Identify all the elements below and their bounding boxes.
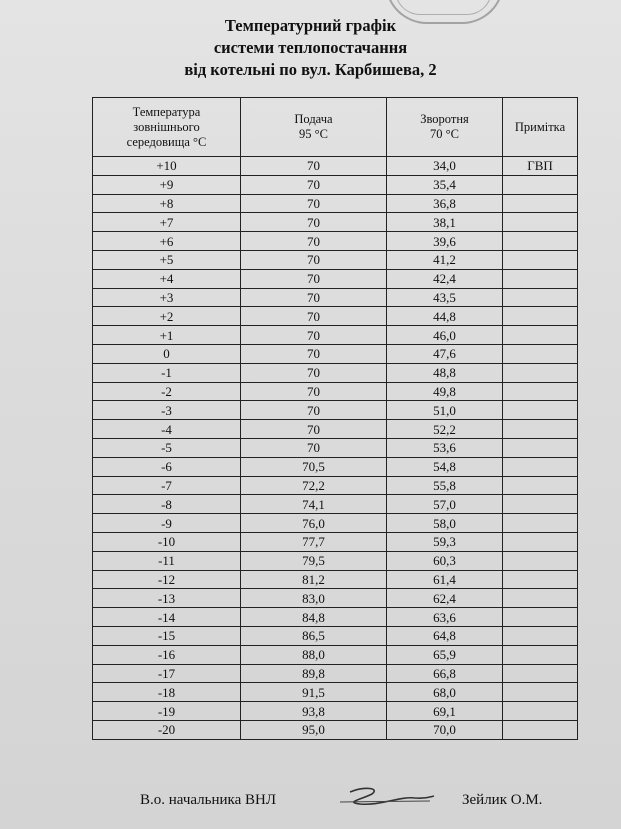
table-row bbox=[93, 626, 578, 645]
cell-outdoor-temperature: -4 bbox=[93, 420, 241, 439]
cell-outdoor-temperature: -16 bbox=[93, 645, 241, 664]
cell-outdoor-temperature: -20 bbox=[93, 720, 241, 739]
cell-supply: 74,1 bbox=[241, 495, 387, 514]
table-row bbox=[93, 476, 578, 495]
table-row bbox=[93, 532, 578, 551]
table-row bbox=[93, 194, 578, 213]
cell-return: 49,8 bbox=[387, 382, 503, 401]
title-line-2: системи теплопостачання bbox=[213, 38, 408, 57]
cell-outdoor-temperature: -14 bbox=[93, 608, 241, 627]
cell-supply: 70 bbox=[241, 344, 387, 363]
cell-note bbox=[503, 514, 578, 533]
header-outdoor-line-3: середовища °С bbox=[126, 134, 207, 149]
cell-supply: 70 bbox=[241, 382, 387, 401]
cell-note bbox=[503, 269, 578, 288]
cell-outdoor-temperature: -2 bbox=[93, 382, 241, 401]
cell-outdoor-temperature: -3 bbox=[93, 401, 241, 420]
cell-supply: 70 bbox=[241, 288, 387, 307]
table-row bbox=[93, 608, 578, 627]
cell-supply: 93,8 bbox=[241, 702, 387, 721]
cell-note bbox=[503, 175, 578, 194]
cell-supply: 77,7 bbox=[241, 532, 387, 551]
header-return-line-2: 70 °С bbox=[430, 127, 459, 141]
cell-outdoor-temperature: -19 bbox=[93, 702, 241, 721]
cell-return: 48,8 bbox=[387, 363, 503, 382]
table-row bbox=[93, 589, 578, 608]
cell-return: 60,3 bbox=[387, 551, 503, 570]
cell-return: 44,8 bbox=[387, 307, 503, 326]
table-row bbox=[93, 288, 578, 307]
cell-return: 38,1 bbox=[387, 213, 503, 232]
footer-name: Зейлик О.М. bbox=[462, 792, 543, 808]
cell-note bbox=[503, 326, 578, 345]
cell-supply: 70 bbox=[241, 307, 387, 326]
cell-outdoor-temperature: -17 bbox=[93, 664, 241, 683]
cell-note bbox=[503, 363, 578, 382]
table-row bbox=[93, 326, 578, 345]
table-row bbox=[93, 702, 578, 721]
cell-supply: 70 bbox=[241, 194, 387, 213]
cell-note bbox=[503, 608, 578, 627]
cell-note bbox=[503, 683, 578, 702]
header-outdoor-line-1: Температура bbox=[132, 104, 201, 119]
table-row bbox=[93, 645, 578, 664]
header-note-label: Примітка bbox=[514, 119, 566, 134]
cell-return: 62,4 bbox=[387, 589, 503, 608]
cell-return: 68,0 bbox=[387, 683, 503, 702]
cell-return: 52,2 bbox=[387, 420, 503, 439]
cell-note bbox=[503, 532, 578, 551]
cell-outdoor-temperature: -5 bbox=[93, 438, 241, 457]
cell-supply: 72,2 bbox=[241, 476, 387, 495]
cell-outdoor-temperature: +1 bbox=[93, 326, 241, 345]
cell-supply: 79,5 bbox=[241, 551, 387, 570]
cell-supply: 84,8 bbox=[241, 608, 387, 627]
table-row bbox=[93, 363, 578, 382]
table-row bbox=[93, 551, 578, 570]
cell-note bbox=[503, 288, 578, 307]
cell-return: 63,6 bbox=[387, 608, 503, 627]
cell-note bbox=[503, 495, 578, 514]
cell-return: 34,0 bbox=[387, 157, 503, 176]
cell-supply: 95,0 bbox=[241, 720, 387, 739]
title-line-3: від котельні по вул. Карбишева, 2 bbox=[184, 60, 437, 79]
cell-return: 35,4 bbox=[387, 175, 503, 194]
table-row bbox=[93, 683, 578, 702]
cell-outdoor-temperature: +3 bbox=[93, 288, 241, 307]
header-supply-line-1: Подача bbox=[294, 112, 333, 126]
table-row bbox=[93, 420, 578, 439]
cell-outdoor-temperature: -9 bbox=[93, 514, 241, 533]
header-note bbox=[503, 98, 578, 157]
cell-supply: 70 bbox=[241, 326, 387, 345]
cell-outdoor-temperature: +9 bbox=[93, 175, 241, 194]
cell-supply: 70 bbox=[241, 157, 387, 176]
table-row bbox=[93, 175, 578, 194]
cell-outdoor-temperature: -13 bbox=[93, 589, 241, 608]
cell-outdoor-temperature: -10 bbox=[93, 532, 241, 551]
cell-return: 46,0 bbox=[387, 326, 503, 345]
cell-return: 66,8 bbox=[387, 664, 503, 683]
cell-supply: 86,5 bbox=[241, 626, 387, 645]
cell-supply: 83,0 bbox=[241, 589, 387, 608]
table-row bbox=[93, 495, 578, 514]
cell-note bbox=[503, 570, 578, 589]
cell-return: 61,4 bbox=[387, 570, 503, 589]
cell-supply: 70 bbox=[241, 420, 387, 439]
cell-note bbox=[503, 438, 578, 457]
cell-return: 65,9 bbox=[387, 645, 503, 664]
cell-supply: 70 bbox=[241, 401, 387, 420]
cell-note bbox=[503, 420, 578, 439]
cell-outdoor-temperature: +6 bbox=[93, 232, 241, 251]
cell-outdoor-temperature: -15 bbox=[93, 626, 241, 645]
table-row bbox=[93, 438, 578, 457]
cell-outdoor-temperature: -6 bbox=[93, 457, 241, 476]
cell-supply: 91,5 bbox=[241, 683, 387, 702]
header-return-line-1: Зворотня bbox=[420, 112, 469, 126]
header-supply bbox=[241, 98, 387, 157]
cell-note bbox=[503, 457, 578, 476]
cell-outdoor-temperature: +8 bbox=[93, 194, 241, 213]
cell-supply: 70 bbox=[241, 363, 387, 382]
footer-position: В.о. начальника ВНЛ bbox=[140, 792, 277, 808]
cell-supply: 70,5 bbox=[241, 457, 387, 476]
cell-supply: 70 bbox=[241, 175, 387, 194]
cell-note bbox=[503, 551, 578, 570]
temperature-schedule-table bbox=[92, 97, 578, 740]
table-row bbox=[93, 250, 578, 269]
cell-outdoor-temperature: -11 bbox=[93, 551, 241, 570]
table-body bbox=[93, 157, 578, 740]
table-row bbox=[93, 382, 578, 401]
cell-note bbox=[503, 702, 578, 721]
title-line-1: Температурний графік bbox=[224, 16, 397, 35]
cell-return: 41,2 bbox=[387, 250, 503, 269]
cell-supply: 88,0 bbox=[241, 645, 387, 664]
header-outdoor-temperature bbox=[93, 98, 241, 157]
cell-outdoor-temperature: +10 bbox=[93, 157, 241, 176]
cell-return: 70,0 bbox=[387, 720, 503, 739]
cell-supply: 70 bbox=[241, 232, 387, 251]
table-row bbox=[93, 570, 578, 589]
cell-outdoor-temperature: +7 bbox=[93, 213, 241, 232]
cell-note bbox=[503, 213, 578, 232]
cell-note bbox=[503, 194, 578, 213]
cell-supply: 70 bbox=[241, 438, 387, 457]
table-row bbox=[93, 157, 578, 176]
cell-return: 59,3 bbox=[387, 532, 503, 551]
cell-note bbox=[503, 232, 578, 251]
cell-note bbox=[503, 589, 578, 608]
cell-note bbox=[503, 307, 578, 326]
table-row bbox=[93, 514, 578, 533]
cell-note bbox=[503, 645, 578, 664]
cell-note bbox=[503, 382, 578, 401]
cell-supply: 81,2 bbox=[241, 570, 387, 589]
cell-return: 42,4 bbox=[387, 269, 503, 288]
cell-note bbox=[503, 626, 578, 645]
table-row bbox=[93, 269, 578, 288]
cell-return: 36,8 bbox=[387, 194, 503, 213]
signature bbox=[330, 782, 440, 812]
cell-outdoor-temperature: -8 bbox=[93, 495, 241, 514]
cell-outdoor-temperature: -7 bbox=[93, 476, 241, 495]
cell-note bbox=[503, 344, 578, 363]
cell-return: 55,8 bbox=[387, 476, 503, 495]
cell-note bbox=[503, 476, 578, 495]
cell-return: 64,8 bbox=[387, 626, 503, 645]
document-title bbox=[0, 15, 621, 81]
cell-note bbox=[503, 250, 578, 269]
table-row bbox=[93, 720, 578, 739]
cell-return: 39,6 bbox=[387, 232, 503, 251]
cell-supply: 70 bbox=[241, 213, 387, 232]
cell-return: 47,6 bbox=[387, 344, 503, 363]
cell-supply: 70 bbox=[241, 250, 387, 269]
cell-outdoor-temperature: +5 bbox=[93, 250, 241, 269]
cell-supply: 89,8 bbox=[241, 664, 387, 683]
table-row bbox=[93, 307, 578, 326]
table-row bbox=[93, 213, 578, 232]
table-header-row bbox=[93, 98, 578, 157]
cell-supply: 70 bbox=[241, 269, 387, 288]
cell-supply: 76,0 bbox=[241, 514, 387, 533]
cell-note bbox=[503, 720, 578, 739]
cell-outdoor-temperature: +4 bbox=[93, 269, 241, 288]
table-row bbox=[93, 344, 578, 363]
cell-return: 69,1 bbox=[387, 702, 503, 721]
header-outdoor-line-2: зовнішнього bbox=[133, 119, 200, 134]
cell-return: 53,6 bbox=[387, 438, 503, 457]
cell-note bbox=[503, 664, 578, 683]
cell-return: 51,0 bbox=[387, 401, 503, 420]
table-row bbox=[93, 401, 578, 420]
cell-note bbox=[503, 401, 578, 420]
cell-outdoor-temperature: -1 bbox=[93, 363, 241, 382]
cell-return: 58,0 bbox=[387, 514, 503, 533]
cell-outdoor-temperature: -18 bbox=[93, 683, 241, 702]
header-supply-line-2: 95 °С bbox=[299, 127, 328, 141]
table-row bbox=[93, 664, 578, 683]
cell-outdoor-temperature: +2 bbox=[93, 307, 241, 326]
header-return bbox=[387, 98, 503, 157]
table-row bbox=[93, 232, 578, 251]
cell-return: 43,5 bbox=[387, 288, 503, 307]
cell-note: ГВП bbox=[503, 157, 578, 176]
cell-outdoor-temperature: 0 bbox=[93, 344, 241, 363]
table-row bbox=[93, 457, 578, 476]
cell-return: 54,8 bbox=[387, 457, 503, 476]
cell-return: 57,0 bbox=[387, 495, 503, 514]
cell-outdoor-temperature: -12 bbox=[93, 570, 241, 589]
